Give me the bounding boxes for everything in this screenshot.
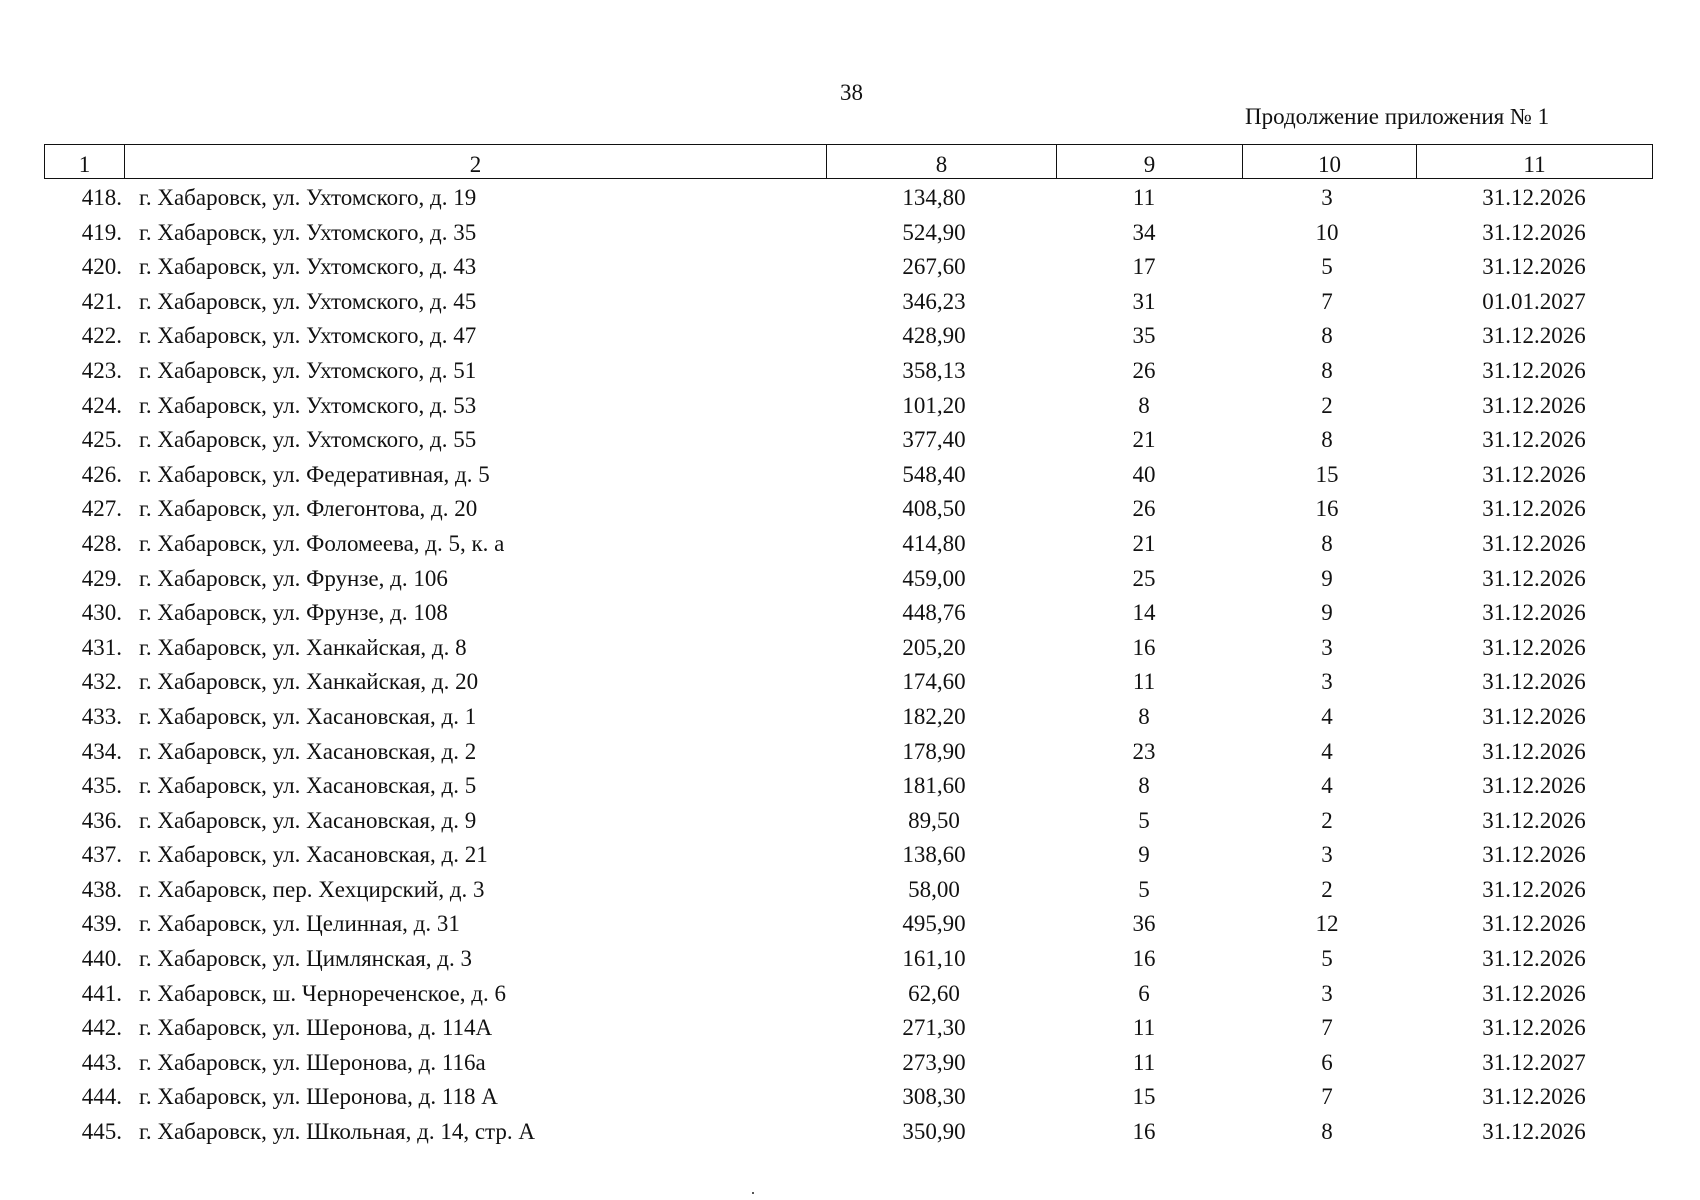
address-cell: г. Хабаровск, ул. Фоломеева, д. 5, к. а — [139, 530, 505, 556]
header-col-2: 2 — [125, 145, 827, 179]
row-number: 424. — [81, 392, 122, 418]
column-9-cell: 26 — [1132, 357, 1156, 383]
row-number: 418. — [81, 185, 122, 210]
row-number: 445. — [81, 1119, 122, 1145]
address-cell: г. Хабаровск, ул. Хасановская, д. 5 — [139, 773, 477, 799]
row-number: 427. — [81, 496, 122, 522]
address-cell: г. Хабаровск, ул. Хасановская, д. 2 — [139, 738, 477, 764]
table-row — [44, 1080, 1652, 1115]
column-10-cell: 3 — [1321, 842, 1333, 868]
column-10-cell: 4 — [1321, 773, 1333, 799]
date-cell: 31.12.2026 — [1482, 669, 1586, 695]
address-cell: г. Хабаровск, ул. Хасановская, д. 9 — [139, 807, 477, 833]
column-10-cell: 9 — [1321, 600, 1333, 626]
address-cell: г. Хабаровск, ул. Цимлянская, д. 3 — [139, 946, 473, 972]
address-cell: г. Хабаровск, ул. Ухтомского, д. 43 — [139, 254, 477, 280]
table-row — [44, 804, 1652, 839]
table-row — [44, 250, 1652, 285]
date-cell: 31.12.2026 — [1482, 254, 1586, 280]
table-row — [44, 596, 1652, 631]
address-cell: г. Хабаровск, ул. Ухтомского, д. 53 — [139, 392, 477, 418]
column-10-cell: 6 — [1321, 1049, 1333, 1075]
table-row — [44, 665, 1652, 700]
column-10-cell: 16 — [1315, 496, 1339, 522]
column-9-cell: 40 — [1132, 461, 1156, 487]
date-cell: 31.12.2026 — [1482, 461, 1586, 487]
column-10-cell: 8 — [1321, 530, 1333, 556]
scan-dot — [752, 1192, 754, 1194]
table-row — [44, 1046, 1652, 1081]
address-cell: г. Хабаровск, ш. Чернореченское, д. 6 — [139, 980, 506, 1006]
area-cell: 138,60 — [902, 842, 966, 868]
date-cell: 31.12.2026 — [1482, 911, 1586, 937]
address-cell: г. Хабаровск, ул. Флегонтова, д. 20 — [139, 496, 478, 522]
address-cell: г. Хабаровск, ул. Ухтомского, д. 51 — [139, 357, 477, 383]
area-cell: 346,23 — [902, 288, 966, 314]
area-cell: 182,20 — [902, 703, 966, 729]
column-header-row — [45, 145, 1653, 179]
date-cell: 31.12.2026 — [1482, 392, 1586, 418]
column-10-cell: 10 — [1315, 219, 1339, 245]
column-9-cell: 11 — [1132, 1015, 1156, 1041]
table-body — [44, 181, 1652, 1150]
column-9-cell: 11 — [1132, 185, 1156, 210]
address-cell: г. Хабаровск, ул. Шеронова, д. 114А — [139, 1015, 493, 1041]
area-cell: 101,20 — [902, 392, 966, 418]
row-number: 442. — [81, 1015, 122, 1041]
date-cell: 31.12.2026 — [1482, 946, 1586, 972]
date-cell: 31.12.2026 — [1482, 565, 1586, 591]
address-cell: г. Хабаровск, ул. Ханкайская, д. 8 — [139, 634, 467, 660]
date-cell: 31.12.2026 — [1482, 634, 1586, 660]
row-number: 419. — [81, 219, 122, 245]
address-cell: г. Хабаровск, ул. Фрунзе, д. 106 — [139, 565, 448, 591]
date-cell: 31.12.2026 — [1482, 323, 1586, 349]
date-cell: 31.12.2026 — [1482, 703, 1586, 729]
area-cell: 448,76 — [902, 600, 966, 626]
appendix-continuation-caption: Продолжение приложения № 1 — [1245, 104, 1550, 129]
row-number: 425. — [81, 427, 122, 453]
table-row — [44, 354, 1652, 389]
header-col-10: 10 — [1243, 145, 1417, 179]
row-number: 432. — [81, 669, 122, 695]
table-row — [44, 492, 1652, 527]
address-cell: г. Хабаровск, ул. Ухтомского, д. 19 — [139, 185, 477, 210]
address-cell: г. Хабаровск, ул. Хасановская, д. 21 — [139, 842, 488, 868]
date-cell: 31.12.2027 — [1482, 1049, 1586, 1075]
table-row — [44, 873, 1652, 908]
area-cell: 428,90 — [902, 323, 966, 349]
column-9-cell: 36 — [1132, 911, 1156, 937]
row-number: 434. — [81, 738, 122, 764]
column-10-cell: 8 — [1321, 323, 1333, 349]
address-cell: г. Хабаровск, пер. Хехцирский, д. 3 — [139, 876, 485, 902]
column-9-cell: 17 — [1132, 254, 1156, 280]
table-row — [44, 735, 1652, 770]
row-number: 423. — [81, 357, 122, 383]
column-10-cell: 7 — [1321, 1084, 1333, 1110]
area-cell: 89,50 — [908, 807, 960, 833]
row-number: 438. — [81, 876, 122, 902]
date-cell: 31.12.2026 — [1482, 842, 1586, 868]
column-9-cell: 35 — [1132, 323, 1156, 349]
address-cell: г. Хабаровск, ул. Ухтомского, д. 45 — [139, 288, 477, 314]
table-row — [44, 562, 1652, 597]
table-row — [44, 942, 1652, 977]
column-9-cell: 6 — [1138, 980, 1150, 1006]
column-10-cell: 7 — [1321, 288, 1333, 314]
date-cell: 31.12.2026 — [1482, 1119, 1586, 1145]
column-10-cell: 4 — [1321, 703, 1333, 729]
column-9-cell: 8 — [1138, 703, 1150, 729]
column-9-cell: 23 — [1132, 738, 1156, 764]
table-row — [44, 838, 1652, 873]
column-9-cell: 16 — [1132, 946, 1156, 972]
date-cell: 31.12.2026 — [1482, 980, 1586, 1006]
column-9-cell: 21 — [1132, 530, 1156, 556]
area-cell: 377,40 — [902, 427, 966, 453]
address-cell: г. Хабаровск, ул. Ухтомского, д. 47 — [139, 323, 477, 349]
address-cell: г. Хабаровск, ул. Школьная, д. 14, стр. А — [139, 1119, 535, 1145]
column-9-cell: 16 — [1132, 1119, 1156, 1145]
date-cell: 31.12.2026 — [1482, 1015, 1586, 1041]
page-number: 38 — [840, 80, 863, 105]
column-9-cell: 25 — [1132, 565, 1156, 591]
header-col-9: 9 — [1057, 145, 1243, 179]
row-number: 422. — [81, 323, 122, 349]
address-cell: г. Хабаровск, ул. Федеративная, д. 5 — [139, 461, 490, 487]
column-10-cell: 3 — [1321, 634, 1333, 660]
column-10-cell: 2 — [1321, 807, 1333, 833]
column-9-cell: 34 — [1132, 219, 1156, 245]
table-row — [44, 423, 1652, 458]
column-10-cell: 8 — [1321, 357, 1333, 383]
column-9-cell: 31 — [1132, 288, 1156, 314]
area-cell: 524,90 — [902, 219, 966, 245]
column-9-cell: 5 — [1138, 876, 1150, 902]
area-cell: 459,00 — [902, 565, 966, 591]
address-cell: г. Хабаровск, ул. Целинная, д. 31 — [139, 911, 460, 937]
column-10-cell: 15 — [1315, 461, 1339, 487]
header-col-11: 11 — [1417, 145, 1653, 179]
date-cell: 31.12.2026 — [1482, 185, 1586, 210]
area-cell: 174,60 — [902, 669, 966, 695]
row-number: 437. — [81, 842, 122, 868]
row-number: 429. — [81, 565, 122, 591]
area-cell: 62,60 — [908, 980, 960, 1006]
area-cell: 408,50 — [902, 496, 966, 522]
header-col-8: 8 — [827, 145, 1057, 179]
area-cell: 181,60 — [902, 773, 966, 799]
area-cell: 495,90 — [902, 911, 966, 937]
address-cell: г. Хабаровск, ул. Хасановская, д. 1 — [139, 703, 477, 729]
table-row — [44, 769, 1652, 804]
row-number: 426. — [81, 461, 122, 487]
area-cell: 271,30 — [902, 1015, 966, 1041]
table-row — [44, 319, 1652, 354]
column-10-cell: 9 — [1321, 565, 1333, 591]
date-cell: 01.01.2027 — [1482, 288, 1586, 314]
row-number: 433. — [81, 703, 122, 729]
column-9-cell: 8 — [1138, 392, 1150, 418]
area-cell: 134,80 — [902, 185, 966, 210]
table-row — [44, 700, 1652, 735]
date-cell: 31.12.2026 — [1482, 738, 1586, 764]
table-row — [44, 389, 1652, 424]
address-cell: г. Хабаровск, ул. Шеронова, д. 116а — [139, 1049, 486, 1075]
date-cell: 31.12.2026 — [1482, 427, 1586, 453]
date-cell: 31.12.2026 — [1482, 600, 1586, 626]
area-cell: 414,80 — [902, 530, 966, 556]
header-col-1: 1 — [45, 145, 125, 179]
column-9-cell: 21 — [1132, 427, 1156, 453]
date-cell: 31.12.2026 — [1482, 530, 1586, 556]
row-number: 440. — [81, 946, 122, 972]
column-10-cell: 5 — [1321, 254, 1333, 280]
row-number: 436. — [81, 807, 122, 833]
row-number: 441. — [81, 980, 122, 1006]
table-row — [44, 631, 1652, 666]
table-row — [44, 181, 1652, 216]
date-cell: 31.12.2026 — [1482, 496, 1586, 522]
row-number: 444. — [81, 1084, 122, 1110]
date-cell: 31.12.2026 — [1482, 876, 1586, 902]
column-10-cell: 8 — [1321, 427, 1333, 453]
area-cell: 205,20 — [902, 634, 966, 660]
area-cell: 548,40 — [902, 461, 966, 487]
area-cell: 358,13 — [902, 357, 966, 383]
row-number: 439. — [81, 911, 122, 937]
column-10-cell: 3 — [1321, 185, 1333, 210]
address-cell: г. Хабаровск, ул. Ухтомского, д. 55 — [139, 427, 477, 453]
date-cell: 31.12.2026 — [1482, 807, 1586, 833]
row-number: 431. — [81, 634, 122, 660]
column-10-cell: 7 — [1321, 1015, 1333, 1041]
table-row — [44, 216, 1652, 251]
table-row — [44, 977, 1652, 1012]
column-header-table — [44, 144, 1653, 179]
row-number: 428. — [81, 530, 122, 556]
column-10-cell: 4 — [1321, 738, 1333, 764]
column-9-cell: 16 — [1132, 634, 1156, 660]
column-10-cell: 5 — [1321, 946, 1333, 972]
column-10-cell: 12 — [1315, 911, 1339, 937]
area-cell: 161,10 — [902, 946, 966, 972]
row-number: 421. — [81, 288, 122, 314]
address-cell: г. Хабаровск, ул. Фрунзе, д. 108 — [139, 600, 448, 626]
date-cell: 31.12.2026 — [1482, 357, 1586, 383]
column-9-cell: 11 — [1132, 669, 1156, 695]
column-9-cell: 26 — [1132, 496, 1156, 522]
column-9-cell: 9 — [1138, 842, 1150, 868]
column-9-cell: 11 — [1132, 1049, 1156, 1075]
area-cell: 350,90 — [902, 1119, 966, 1145]
row-number: 430. — [81, 600, 122, 626]
area-cell: 273,90 — [902, 1049, 966, 1075]
column-9-cell: 15 — [1132, 1084, 1156, 1110]
address-cell: г. Хабаровск, ул. Ханкайская, д. 20 — [139, 669, 479, 695]
area-cell: 178,90 — [902, 738, 966, 764]
date-cell: 31.12.2026 — [1482, 773, 1586, 799]
address-cell: г. Хабаровск, ул. Шеронова, д. 118 А — [139, 1084, 498, 1110]
table-row — [44, 527, 1652, 562]
row-number: 435. — [81, 773, 122, 799]
column-10-cell: 8 — [1321, 1119, 1333, 1145]
row-number: 443. — [81, 1049, 122, 1075]
column-10-cell: 2 — [1321, 392, 1333, 418]
row-number: 420. — [81, 254, 122, 280]
date-cell: 31.12.2026 — [1482, 1084, 1586, 1110]
column-9-cell: 5 — [1138, 807, 1150, 833]
address-cell: г. Хабаровск, ул. Ухтомского, д. 35 — [139, 219, 477, 245]
column-10-cell: 2 — [1321, 876, 1333, 902]
table-row — [44, 1115, 1652, 1150]
area-cell: 58,00 — [908, 876, 960, 902]
column-10-cell: 3 — [1321, 980, 1333, 1006]
column-9-cell: 8 — [1138, 773, 1150, 799]
table-row — [44, 285, 1652, 320]
column-9-cell: 14 — [1132, 600, 1156, 626]
date-cell: 31.12.2026 — [1482, 219, 1586, 245]
table-row — [44, 1011, 1652, 1046]
table-row — [44, 907, 1652, 942]
column-10-cell: 3 — [1321, 669, 1333, 695]
area-cell: 267,60 — [902, 254, 966, 280]
table-row — [44, 458, 1652, 493]
area-cell: 308,30 — [902, 1084, 966, 1110]
